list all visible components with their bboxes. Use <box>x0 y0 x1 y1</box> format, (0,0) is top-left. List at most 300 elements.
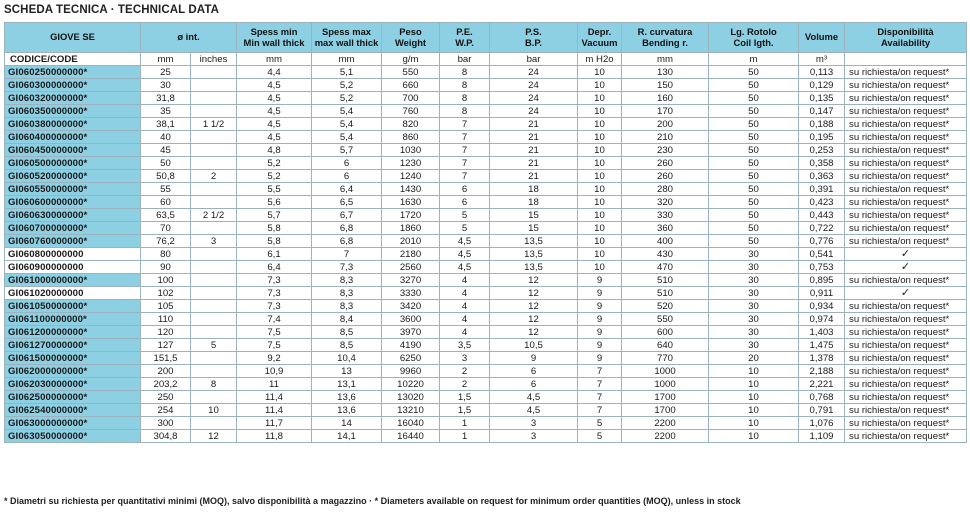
cell-rotolo: 10 <box>709 378 799 391</box>
cell-spess-max: 5,4 <box>312 118 382 131</box>
cell-ps: 24 <box>490 66 578 79</box>
header-row <box>5 23 967 53</box>
cell-depr: 9 <box>578 287 622 300</box>
cell-ps: 3 <box>490 417 578 430</box>
cell-spess-min: 11 <box>237 378 312 391</box>
cell-curvatura: 520 <box>622 300 709 313</box>
cell-peso: 3270 <box>382 274 440 287</box>
cell-volume: 0,911 <box>799 287 845 300</box>
cell-code: GI060500000000* <box>5 157 141 170</box>
cell-code: GI060320000000* <box>5 92 141 105</box>
cell-spess-min: 7,5 <box>237 339 312 352</box>
cell-spess-min: 11,4 <box>237 404 312 417</box>
cell-spess-max: 5,1 <box>312 66 382 79</box>
cell-spess-min: 5,2 <box>237 170 312 183</box>
cell-spess-min: 5,7 <box>237 209 312 222</box>
cell-pe: 2 <box>440 378 490 391</box>
cell-curvatura: 200 <box>622 118 709 131</box>
cell-peso: 1240 <box>382 170 440 183</box>
cell-peso: 1030 <box>382 144 440 157</box>
cell-volume: 0,135 <box>799 92 845 105</box>
table-row <box>5 248 967 261</box>
cell-diameter-inches <box>191 79 237 92</box>
table-row <box>5 196 967 209</box>
cell-volume: 0,895 <box>799 274 845 287</box>
cell-diameter-inches: 2 1/2 <box>191 209 237 222</box>
cell-code: GI063000000000* <box>5 417 141 430</box>
table-row <box>5 157 967 170</box>
cell-ps: 12 <box>490 287 578 300</box>
cell-rotolo: 50 <box>709 222 799 235</box>
cell-volume: 1,378 <box>799 352 845 365</box>
cell-volume: 0,934 <box>799 300 845 313</box>
cell-pe: 6 <box>440 196 490 209</box>
cell-pe: 4,5 <box>440 235 490 248</box>
cell-spess-min: 4,5 <box>237 79 312 92</box>
cell-diameter-inches <box>191 92 237 105</box>
cell-diameter-mm: 50 <box>141 157 191 170</box>
cell-rotolo: 10 <box>709 391 799 404</box>
cell-pe: 4 <box>440 300 490 313</box>
cell-curvatura: 260 <box>622 170 709 183</box>
cell-rotolo: 50 <box>709 196 799 209</box>
cell-spess-max: 6,5 <box>312 196 382 209</box>
cell-peso: 3330 <box>382 287 440 300</box>
cell-volume: 1,403 <box>799 326 845 339</box>
cell-diameter-inches <box>191 248 237 261</box>
cell-ps: 15 <box>490 209 578 222</box>
cell-ps: 18 <box>490 183 578 196</box>
cell-availability: su richiesta/on request* <box>845 196 967 209</box>
cell-spess-min: 4,5 <box>237 92 312 105</box>
cell-rotolo: 30 <box>709 339 799 352</box>
cell-diameter-inches <box>191 196 237 209</box>
cell-spess-max: 5,2 <box>312 79 382 92</box>
cell-pe: 4,5 <box>440 248 490 261</box>
unit-mm: mm <box>141 53 191 66</box>
cell-pe: 1 <box>440 417 490 430</box>
cell-diameter-inches <box>191 313 237 326</box>
cell-spess-min: 4,4 <box>237 66 312 79</box>
table-row <box>5 274 967 287</box>
table-row <box>5 66 967 79</box>
cell-spess-max: 7,3 <box>312 261 382 274</box>
cell-code: GI060380000000* <box>5 118 141 131</box>
cell-spess-min: 7,3 <box>237 274 312 287</box>
cell-ps: 21 <box>490 144 578 157</box>
cell-peso: 760 <box>382 105 440 118</box>
unit-smin: mm <box>237 53 312 66</box>
cell-peso: 2010 <box>382 235 440 248</box>
cell-diameter-inches <box>191 274 237 287</box>
cell-depr: 9 <box>578 352 622 365</box>
unit-peso: g/m <box>382 53 440 66</box>
cell-code: GI062540000000* <box>5 404 141 417</box>
cell-diameter-mm: 80 <box>141 248 191 261</box>
cell-spess-min: 7,3 <box>237 287 312 300</box>
cell-peso: 13210 <box>382 404 440 417</box>
cell-volume: 0,358 <box>799 157 845 170</box>
cell-code: GI060800000000 <box>5 248 141 261</box>
header-spess-min: Spess min Min wall thick <box>237 23 312 53</box>
cell-diameter-inches: 5 <box>191 339 237 352</box>
cell-availability: su richiesta/on request* <box>845 313 967 326</box>
cell-pe: 3 <box>440 352 490 365</box>
cell-availability: su richiesta/on request* <box>845 79 967 92</box>
cell-rotolo: 50 <box>709 92 799 105</box>
cell-peso: 550 <box>382 66 440 79</box>
cell-spess-max: 5,7 <box>312 144 382 157</box>
cell-curvatura: 770 <box>622 352 709 365</box>
cell-code: GI060600000000* <box>5 196 141 209</box>
cell-spess-max: 6,7 <box>312 209 382 222</box>
cell-spess-min: 11,4 <box>237 391 312 404</box>
header-rotolo: Lg. Rotolo Coil lgth. <box>709 23 799 53</box>
cell-spess-max: 6,8 <box>312 235 382 248</box>
cell-peso: 660 <box>382 79 440 92</box>
cell-availability: su richiesta/on request* <box>845 144 967 157</box>
cell-code: GI060450000000* <box>5 144 141 157</box>
cell-code: GI060630000000* <box>5 209 141 222</box>
table-row <box>5 404 967 417</box>
cell-availability: su richiesta/on request* <box>845 118 967 131</box>
cell-spess-max: 14 <box>312 417 382 430</box>
cell-volume: 0,147 <box>799 105 845 118</box>
cell-diameter-inches: 10 <box>191 404 237 417</box>
cell-diameter-mm: 63,5 <box>141 209 191 222</box>
cell-diameter-inches <box>191 287 237 300</box>
cell-curvatura: 400 <box>622 235 709 248</box>
cell-ps: 13,5 <box>490 261 578 274</box>
cell-peso: 860 <box>382 131 440 144</box>
cell-diameter-mm: 200 <box>141 365 191 378</box>
cell-peso: 700 <box>382 92 440 105</box>
cell-volume: 0,541 <box>799 248 845 261</box>
cell-diameter-inches <box>191 157 237 170</box>
unit-rot: m <box>709 53 799 66</box>
table-row <box>5 144 967 157</box>
cell-code: GI061200000000* <box>5 326 141 339</box>
cell-diameter-mm: 76,2 <box>141 235 191 248</box>
cell-ps: 21 <box>490 157 578 170</box>
cell-availability: su richiesta/on request* <box>845 170 967 183</box>
cell-rotolo: 50 <box>709 183 799 196</box>
cell-diameter-mm: 105 <box>141 300 191 313</box>
cell-pe: 8 <box>440 105 490 118</box>
table-row <box>5 92 967 105</box>
cell-depr: 9 <box>578 274 622 287</box>
cell-diameter-mm: 127 <box>141 339 191 352</box>
cell-diameter-inches <box>191 131 237 144</box>
cell-diameter-mm: 151,5 <box>141 352 191 365</box>
cell-depr: 9 <box>578 300 622 313</box>
cell-pe: 7 <box>440 144 490 157</box>
table-row <box>5 313 967 326</box>
cell-availability: su richiesta/on request* <box>845 131 967 144</box>
cell-rotolo: 50 <box>709 118 799 131</box>
cell-code: GI061100000000* <box>5 313 141 326</box>
cell-peso: 13020 <box>382 391 440 404</box>
cell-code: GI061050000000* <box>5 300 141 313</box>
cell-diameter-mm: 120 <box>141 326 191 339</box>
cell-rotolo: 50 <box>709 105 799 118</box>
cell-rotolo: 50 <box>709 79 799 92</box>
cell-diameter-mm: 30 <box>141 79 191 92</box>
cell-diameter-mm: 100 <box>141 274 191 287</box>
cell-volume: 0,753 <box>799 261 845 274</box>
cell-ps: 12 <box>490 326 578 339</box>
cell-depr: 10 <box>578 66 622 79</box>
cell-pe: 7 <box>440 170 490 183</box>
cell-pe: 1,5 <box>440 391 490 404</box>
cell-availability: su richiesta/on request* <box>845 274 967 287</box>
cell-curvatura: 1700 <box>622 391 709 404</box>
cell-spess-max: 8,5 <box>312 339 382 352</box>
cell-diameter-inches <box>191 222 237 235</box>
cell-availability: su richiesta/on request* <box>845 209 967 222</box>
cell-spess-min: 4,5 <box>237 118 312 131</box>
cell-depr: 5 <box>578 430 622 443</box>
cell-spess-min: 5,5 <box>237 183 312 196</box>
header-curvatura: R. curvatura Bending r. <box>622 23 709 53</box>
cell-peso: 6250 <box>382 352 440 365</box>
cell-rotolo: 10 <box>709 365 799 378</box>
cell-code: GI062000000000* <box>5 365 141 378</box>
cell-rotolo: 50 <box>709 131 799 144</box>
cell-peso: 1720 <box>382 209 440 222</box>
cell-curvatura: 600 <box>622 326 709 339</box>
cell-depr: 9 <box>578 313 622 326</box>
cell-peso: 4190 <box>382 339 440 352</box>
cell-spess-min: 7,5 <box>237 326 312 339</box>
cell-curvatura: 470 <box>622 261 709 274</box>
table-row <box>5 222 967 235</box>
cell-peso: 820 <box>382 118 440 131</box>
cell-ps: 4,5 <box>490 391 578 404</box>
cell-peso: 3970 <box>382 326 440 339</box>
cell-curvatura: 510 <box>622 274 709 287</box>
cell-pe: 4,5 <box>440 261 490 274</box>
cell-diameter-mm: 304,8 <box>141 430 191 443</box>
table-row <box>5 391 967 404</box>
table-row <box>5 170 967 183</box>
cell-depr: 10 <box>578 209 622 222</box>
cell-spess-min: 5,2 <box>237 157 312 170</box>
cell-curvatura: 150 <box>622 79 709 92</box>
technical-data-table-wrapper <box>4 22 966 443</box>
header-giove: GIOVE SE <box>5 23 141 53</box>
cell-peso: 2180 <box>382 248 440 261</box>
cell-spess-max: 7 <box>312 248 382 261</box>
cell-spess-max: 13 <box>312 365 382 378</box>
cell-diameter-inches <box>191 352 237 365</box>
cell-diameter-inches: 1 1/2 <box>191 118 237 131</box>
cell-availability: su richiesta/on request* <box>845 378 967 391</box>
cell-depr: 7 <box>578 404 622 417</box>
cell-curvatura: 1000 <box>622 378 709 391</box>
cell-diameter-mm: 25 <box>141 66 191 79</box>
cell-diameter-mm: 70 <box>141 222 191 235</box>
cell-spess-min: 7,4 <box>237 313 312 326</box>
header-volume: Volume <box>799 23 845 53</box>
table-row <box>5 339 967 352</box>
table-row <box>5 326 967 339</box>
cell-ps: 24 <box>490 79 578 92</box>
table-row <box>5 79 967 92</box>
cell-pe: 5 <box>440 222 490 235</box>
cell-availability: su richiesta/on request* <box>845 105 967 118</box>
cell-peso: 10220 <box>382 378 440 391</box>
unit-depr: m H2o <box>578 53 622 66</box>
unit-smax: mm <box>312 53 382 66</box>
cell-volume: 0,776 <box>799 235 845 248</box>
cell-code: GI061500000000* <box>5 352 141 365</box>
unit-pe: bar <box>440 53 490 66</box>
cell-spess-max: 6,8 <box>312 222 382 235</box>
cell-pe: 2 <box>440 365 490 378</box>
cell-diameter-inches: 12 <box>191 430 237 443</box>
cell-ps: 12 <box>490 300 578 313</box>
cell-rotolo: 50 <box>709 66 799 79</box>
cell-curvatura: 280 <box>622 183 709 196</box>
cell-pe: 7 <box>440 157 490 170</box>
cell-rotolo: 30 <box>709 287 799 300</box>
cell-code: GI061270000000* <box>5 339 141 352</box>
cell-rotolo: 50 <box>709 170 799 183</box>
cell-diameter-mm: 50,8 <box>141 170 191 183</box>
table-row <box>5 183 967 196</box>
cell-rotolo: 50 <box>709 209 799 222</box>
cell-peso: 1430 <box>382 183 440 196</box>
header-diameter: ø int. <box>141 23 237 53</box>
cell-rotolo: 50 <box>709 235 799 248</box>
cell-code: GI060300000000* <box>5 79 141 92</box>
cell-availability: ✓ <box>845 287 967 300</box>
cell-diameter-mm: 38,1 <box>141 118 191 131</box>
cell-volume: 0,363 <box>799 170 845 183</box>
cell-volume: 1,076 <box>799 417 845 430</box>
cell-spess-min: 5,8 <box>237 222 312 235</box>
cell-code: GI060900000000 <box>5 261 141 274</box>
cell-volume: 0,722 <box>799 222 845 235</box>
cell-curvatura: 1000 <box>622 365 709 378</box>
cell-ps: 12 <box>490 313 578 326</box>
cell-pe: 5 <box>440 209 490 222</box>
unit-ps: bar <box>490 53 578 66</box>
unit-curv: mm <box>622 53 709 66</box>
cell-ps: 12 <box>490 274 578 287</box>
cell-spess-max: 5,2 <box>312 92 382 105</box>
cell-diameter-mm: 35 <box>141 105 191 118</box>
cell-spess-max: 14,1 <box>312 430 382 443</box>
cell-depr: 10 <box>578 170 622 183</box>
cell-availability: ✓ <box>845 248 967 261</box>
cell-spess-min: 4,5 <box>237 105 312 118</box>
cell-rotolo: 10 <box>709 404 799 417</box>
cell-depr: 10 <box>578 92 622 105</box>
cell-diameter-mm: 203,2 <box>141 378 191 391</box>
cell-code: GI061000000000* <box>5 274 141 287</box>
cell-rotolo: 30 <box>709 300 799 313</box>
cell-depr: 9 <box>578 339 622 352</box>
cell-volume: 0,129 <box>799 79 845 92</box>
cell-spess-max: 8,3 <box>312 300 382 313</box>
cell-ps: 18 <box>490 196 578 209</box>
unit-disp <box>845 53 967 66</box>
cell-spess-max: 6 <box>312 157 382 170</box>
table-row <box>5 209 967 222</box>
cell-availability: su richiesta/on request* <box>845 326 967 339</box>
cell-spess-max: 8,3 <box>312 287 382 300</box>
cell-spess-max: 8,4 <box>312 313 382 326</box>
cell-volume: 0,113 <box>799 66 845 79</box>
cell-pe: 8 <box>440 79 490 92</box>
cell-depr: 10 <box>578 261 622 274</box>
cell-availability: su richiesta/on request* <box>845 92 967 105</box>
header-pe: P.E. W.P. <box>440 23 490 53</box>
cell-spess-min: 7,3 <box>237 300 312 313</box>
cell-rotolo: 30 <box>709 248 799 261</box>
unit-vol: m³ <box>799 53 845 66</box>
cell-pe: 6 <box>440 183 490 196</box>
cell-diameter-mm: 300 <box>141 417 191 430</box>
cell-diameter-mm: 250 <box>141 391 191 404</box>
cell-diameter-inches <box>191 105 237 118</box>
cell-spess-max: 13,1 <box>312 378 382 391</box>
cell-pe: 7 <box>440 118 490 131</box>
cell-volume: 0,188 <box>799 118 845 131</box>
cell-rotolo: 30 <box>709 261 799 274</box>
cell-curvatura: 160 <box>622 92 709 105</box>
cell-depr: 10 <box>578 105 622 118</box>
cell-depr: 7 <box>578 365 622 378</box>
cell-volume: 0,768 <box>799 391 845 404</box>
cell-curvatura: 230 <box>622 144 709 157</box>
cell-depr: 10 <box>578 235 622 248</box>
cell-availability: su richiesta/on request* <box>845 404 967 417</box>
header-spess-max: Spess max max wall thick <box>312 23 382 53</box>
cell-spess-max: 6,4 <box>312 183 382 196</box>
cell-diameter-inches: 3 <box>191 235 237 248</box>
cell-diameter-inches <box>191 391 237 404</box>
cell-depr: 10 <box>578 131 622 144</box>
cell-peso: 1630 <box>382 196 440 209</box>
cell-peso: 1230 <box>382 157 440 170</box>
cell-spess-max: 5,4 <box>312 131 382 144</box>
cell-availability: su richiesta/on request* <box>845 339 967 352</box>
cell-rotolo: 20 <box>709 352 799 365</box>
cell-rotolo: 50 <box>709 157 799 170</box>
cell-spess-min: 10,9 <box>237 365 312 378</box>
cell-availability: su richiesta/on request* <box>845 391 967 404</box>
cell-pe: 3,5 <box>440 339 490 352</box>
cell-spess-max: 10,4 <box>312 352 382 365</box>
cell-spess-min: 6,4 <box>237 261 312 274</box>
table-row <box>5 131 967 144</box>
cell-depr: 10 <box>578 144 622 157</box>
cell-pe: 7 <box>440 131 490 144</box>
cell-diameter-inches <box>191 417 237 430</box>
technical-data-table <box>4 22 967 443</box>
cell-curvatura: 1700 <box>622 404 709 417</box>
cell-curvatura: 2200 <box>622 417 709 430</box>
cell-curvatura: 210 <box>622 131 709 144</box>
cell-ps: 3 <box>490 430 578 443</box>
cell-diameter-mm: 60 <box>141 196 191 209</box>
cell-diameter-inches <box>191 365 237 378</box>
cell-diameter-inches <box>191 326 237 339</box>
cell-availability: ✓ <box>845 261 967 274</box>
